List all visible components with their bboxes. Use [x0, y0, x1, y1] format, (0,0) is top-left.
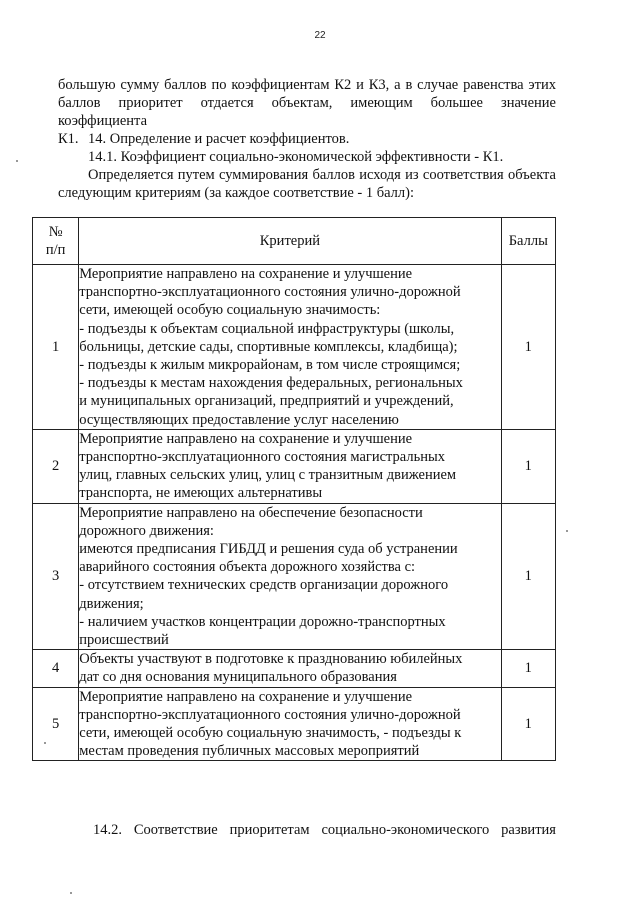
criterion-line: транспортно-эксплуатационного состояния улично-дорожной	[79, 706, 461, 723]
criterion-line: - отсутствием технических средств организации дорожного	[79, 577, 449, 594]
row-number: 5	[33, 687, 79, 761]
criterion-line: Мероприятие направлено на сохранение и улучшение	[79, 266, 413, 282]
criterion-line: транспортно-эксплуатационного состояния улично-дорожной	[79, 284, 461, 301]
section-14-2-line	[93, 822, 556, 839]
row-number: 4	[33, 650, 79, 687]
intro-line: К1.	[58, 131, 79, 147]
criterion-line: и муниципальных организаций, предприятий и учреждений,	[79, 393, 454, 410]
table-row	[33, 503, 556, 650]
row-number: 1	[33, 265, 79, 430]
scan-speck	[70, 892, 72, 894]
row-criterion	[79, 503, 501, 650]
section-14-heading: 14. Определение и расчет коэффициентов.	[88, 131, 350, 147]
criterion-line: местам проведения публичных массовых мероприятий	[79, 743, 420, 760]
section-14-2-word: 14.2.	[93, 822, 122, 838]
scan-speck	[16, 160, 18, 162]
criterion-line: движения;	[79, 595, 144, 612]
criteria-table	[32, 217, 556, 761]
intro-line: большую сумму баллов по коэффициентам К2 и К3, а в случае равенства этих	[58, 77, 556, 93]
criterion-line: дат со дня основания муниципального образования	[79, 669, 397, 686]
criterion-line: транспорта, не имеющих альтернативы	[79, 485, 323, 502]
row-points: 1	[501, 429, 555, 503]
header-number-abbr: п/п	[45, 242, 66, 258]
table-row	[33, 650, 556, 687]
criterion-line: - подъезды к местам нахождения федеральных, региональных	[79, 375, 463, 392]
criterion-line: транспортно-эксплуатационного состояния магистральных	[79, 449, 445, 466]
criterion-line: аварийного состояния объекта дорожного хозяйства с:	[79, 559, 416, 576]
section-14-1-heading: 14.1. Коэффициент социально-экономической эффективности - К1.	[88, 149, 504, 165]
intro-line: баллов приоритет отдается объектам, имеющим большее значение коэффициента	[58, 95, 556, 129]
criterion-line: дорожного движения:	[79, 522, 214, 539]
section-14-2-word: приоритетам	[229, 822, 310, 838]
table-row	[33, 687, 556, 761]
page-number: 22	[314, 30, 326, 41]
header-points: Баллы	[501, 218, 555, 265]
section-14-2-word: Соответствие	[133, 822, 218, 838]
section-14-2-word: социально-экономического	[321, 822, 490, 838]
criterion-line: - наличием участков концентрации дорожно-транспортных	[79, 613, 446, 630]
row-criterion	[79, 265, 501, 430]
table-header-row	[33, 218, 556, 265]
row-points: 1	[501, 503, 555, 650]
criterion-line: сети, имеющей особую социальную значимость, - подъезды к	[79, 725, 462, 742]
header-criterion: Критерий	[79, 218, 501, 265]
criterion-line: Мероприятие направлено на сохранение и улучшение	[79, 430, 413, 447]
scan-speck	[44, 742, 46, 744]
row-points: 1	[501, 265, 555, 430]
definition-line: Определяется путем суммирования баллов исходя из соответствия объекта	[88, 167, 556, 183]
row-number: 3	[33, 503, 79, 650]
scan-speck	[566, 530, 568, 532]
criterion-line: - подъезды к объектам социальной инфраструктуры (школы,	[79, 320, 455, 337]
row-points: 1	[501, 650, 555, 687]
row-criterion	[79, 429, 501, 503]
row-criterion	[79, 650, 501, 687]
criterion-line: происшествий	[79, 632, 169, 649]
criterion-line: сети, имеющей особую социальную значимость:	[79, 302, 381, 319]
row-criterion	[79, 687, 501, 761]
criterion-line: Объекты участвуют в подготовке к празднованию юбилейных	[79, 651, 463, 668]
row-points: 1	[501, 687, 555, 761]
header-number-sign: №	[48, 223, 63, 240]
header-number	[33, 218, 79, 265]
definition-line: следующим критериям (за каждое соответствие - 1 балл):	[58, 185, 415, 201]
criterion-line: Мероприятие направлено на обеспечение безопасности	[79, 504, 423, 521]
criterion-line: Мероприятие направлено на сохранение и улучшение	[79, 688, 413, 705]
section-14-2-word: развития	[501, 822, 556, 838]
row-number: 2	[33, 429, 79, 503]
table-row	[33, 429, 556, 503]
section-heading-block	[58, 130, 556, 202]
criterion-line: - подъезды к жилым микрорайонам, в том числе строящимся;	[79, 357, 461, 374]
criterion-line: улиц, главных сельских улиц, улиц с транзитным движением	[79, 467, 457, 484]
criterion-line: больницы, детские сады, спортивные комплексы, кладбища);	[79, 338, 458, 355]
criterion-line: имеются предписания ГИБДД и решения суда об устранении	[79, 541, 458, 558]
table-row	[33, 265, 556, 430]
criterion-line: осуществляющих предоставление услуг населению	[79, 411, 399, 428]
